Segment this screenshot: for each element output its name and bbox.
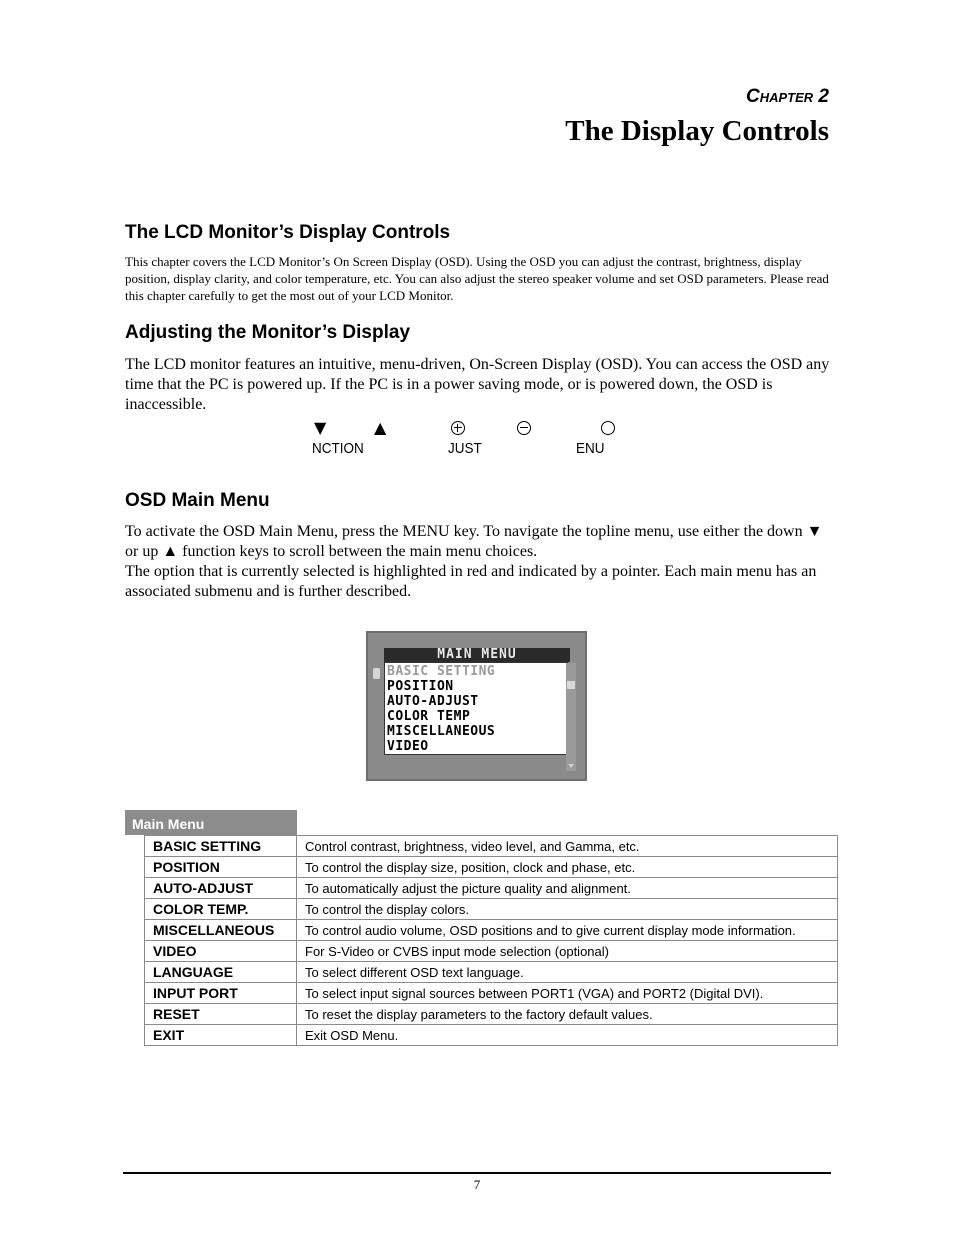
menu-item-name: COLOR TEMP. bbox=[145, 899, 297, 920]
menu-item-desc: Control contrast, brightness, video level, and Gamma, etc. bbox=[297, 836, 838, 857]
osd-item-miscellaneous: MISCELLANEOUS bbox=[387, 724, 496, 739]
menu-item-desc: To control the display size, position, clock and phase, etc. bbox=[297, 857, 838, 878]
menu-item-desc: To select input signal sources between PORT1 (VGA) and PORT2 (Digital DVI). bbox=[297, 983, 838, 1004]
menu-item-name: VIDEO bbox=[145, 941, 297, 962]
osd-main-paragraph-2: The option that is currently selected is highlighted in red and indicated by a pointer. Each main menu has an associated submenu and is further described. bbox=[125, 563, 817, 600]
chapter-label-text: Chapter 2 bbox=[745, 86, 829, 107]
table-row bbox=[145, 878, 838, 899]
table-row bbox=[145, 962, 838, 983]
table-row bbox=[145, 920, 838, 941]
table-row bbox=[145, 899, 838, 920]
menu-item-name: MISCELLANEOUS bbox=[145, 920, 297, 941]
control-keys-figure bbox=[300, 418, 640, 463]
table-row bbox=[145, 857, 838, 878]
chapter-label bbox=[746, 86, 829, 108]
osd-main-paragraph-1: To activate the OSD Main Menu, press the MENU key. To navigate the topline menu, use either the down ▼ or up ▲ function keys to scroll between the main menu choices. bbox=[125, 523, 823, 560]
section-heading-adjusting: Adjusting the Monitor’s Display bbox=[125, 322, 411, 343]
menu-item-name: BASIC SETTING bbox=[145, 836, 297, 857]
section-heading-lcd-controls: The LCD Monitor’s Display Controls bbox=[125, 222, 451, 243]
osd-item-color-temp: COLOR TEMP bbox=[387, 709, 471, 724]
plus-circle-icon bbox=[451, 421, 465, 435]
adjust-key-label: JUST bbox=[448, 440, 482, 457]
up-triangle-icon: ▲ bbox=[374, 418, 387, 437]
table-row bbox=[145, 941, 838, 962]
menu-item-name: INPUT PORT bbox=[145, 983, 297, 1004]
osd-screenshot bbox=[366, 631, 587, 781]
menu-item-name: LANGUAGE bbox=[145, 962, 297, 983]
osd-pointer-icon bbox=[373, 668, 380, 679]
osd-menu-list bbox=[384, 662, 568, 755]
menu-item-desc: Exit OSD Menu. bbox=[297, 1025, 838, 1046]
menu-key-label: ENU bbox=[576, 440, 605, 457]
menu-item-desc: To automatically adjust the picture quality and alignment. bbox=[297, 878, 838, 899]
osd-item-basic-setting: BASIC SETTING bbox=[387, 664, 496, 679]
osd-scroll-thumb bbox=[567, 681, 575, 689]
menu-item-name: EXIT bbox=[145, 1025, 297, 1046]
chapter-title: The Display Controls bbox=[565, 115, 829, 147]
footer-rule bbox=[123, 1172, 831, 1174]
menu-item-desc: To control audio volume, OSD positions and to give current display mode information. bbox=[297, 920, 838, 941]
circle-icon bbox=[601, 421, 615, 435]
section-heading-osd-main: OSD Main Menu bbox=[125, 490, 270, 511]
down-triangle-icon: ▼ bbox=[314, 418, 327, 437]
menu-item-desc: To select different OSD text language. bbox=[297, 962, 838, 983]
menu-table bbox=[144, 835, 838, 1046]
table-row bbox=[145, 1025, 838, 1046]
osd-item-auto-adjust: AUTO-ADJUST bbox=[387, 694, 479, 709]
menu-item-name: RESET bbox=[145, 1004, 297, 1025]
table-row bbox=[145, 983, 838, 1004]
osd-item-position: POSITION bbox=[387, 679, 454, 694]
menu-item-desc: For S-Video or CVBS input mode selection (optional) bbox=[297, 941, 838, 962]
page-number: 7 bbox=[473, 1177, 481, 1192]
osd-title: MAIN MENU bbox=[384, 648, 570, 662]
section-body-lcd-controls: This chapter covers the LCD Monitor’s On Screen Display (OSD). Using the OSD you can adjust the contrast, brightness, display position, display clarity, and color temperature, etc. You can also adjust the stereo speaker volume and set OSD parameters. Please read this chapter carefully to get the most out of your LCD Monitor. bbox=[125, 254, 829, 303]
section-body-adjusting: The LCD monitor features an intuitive, menu-driven, On-Screen Display (OSD). You can access the OSD any time that the PC is powered up. If the PC is in a power saving mode, or is powered down, the OSD is inaccessible. bbox=[125, 356, 830, 413]
osd-scroll-down-icon bbox=[568, 764, 574, 768]
menu-item-desc: To control the display colors. bbox=[297, 899, 838, 920]
osd-scrollbar bbox=[566, 663, 576, 771]
menu-item-name: AUTO-ADJUST bbox=[145, 878, 297, 899]
osd-item-video: VIDEO bbox=[387, 739, 429, 754]
minus-circle-icon bbox=[517, 421, 531, 435]
menu-table-header: Main Menu bbox=[125, 810, 297, 835]
function-key-label: NCTION bbox=[312, 440, 364, 457]
table-row bbox=[145, 1004, 838, 1025]
menu-item-name: POSITION bbox=[145, 857, 297, 878]
table-row bbox=[145, 836, 838, 857]
section-body-osd-main bbox=[125, 522, 830, 602]
menu-item-desc: To reset the display parameters to the factory default values. bbox=[297, 1004, 838, 1025]
